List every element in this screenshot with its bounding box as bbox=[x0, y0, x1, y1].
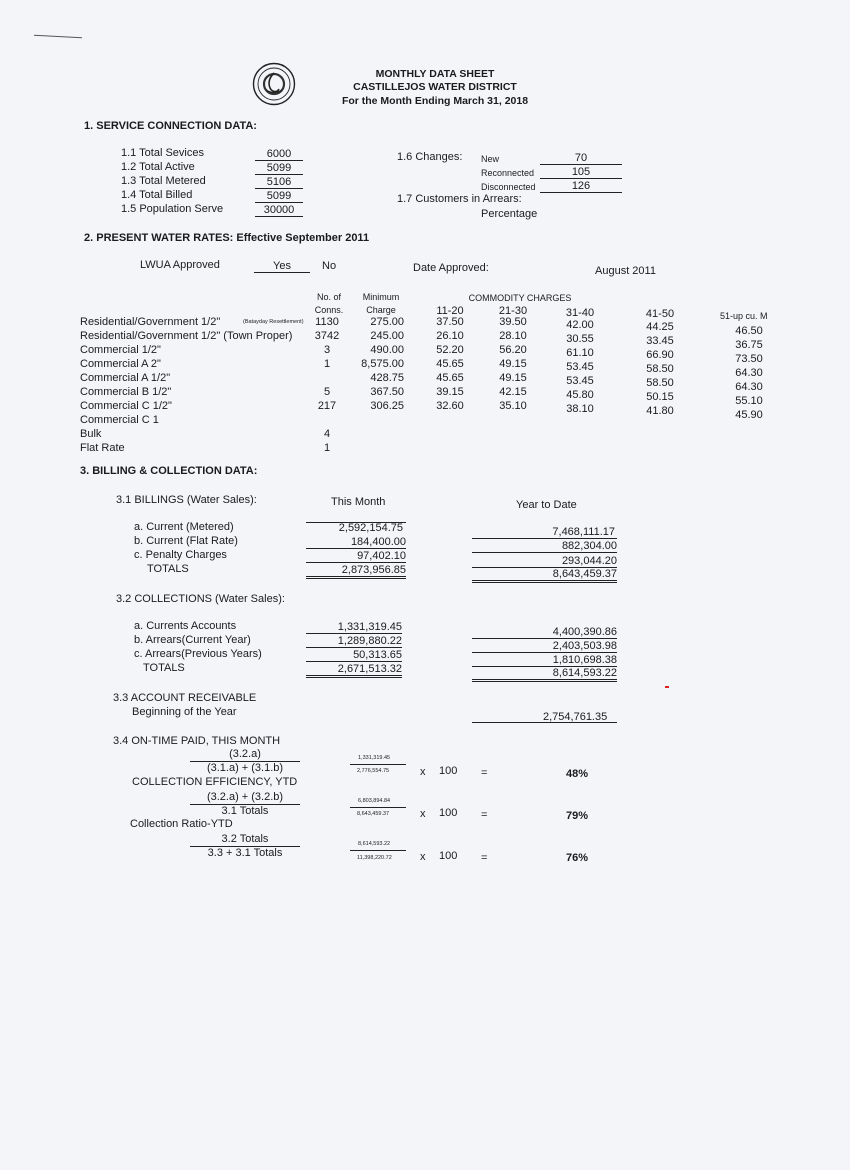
rate-row-charge: 26.10 bbox=[436, 330, 464, 342]
range-41-50: 41-50 bbox=[645, 308, 675, 320]
rate-row-charge: 58.50 bbox=[646, 363, 674, 375]
rate-row-charge: 28.10 bbox=[499, 330, 527, 342]
col-conns-line1: No. of bbox=[316, 292, 341, 302]
date-approved-value: August 2011 bbox=[595, 265, 656, 277]
rate-row-name: Residential/Government 1/2" bbox=[80, 316, 221, 328]
ar-value: 2,754,761.35 bbox=[543, 711, 608, 723]
rate-row-charge: 36.75 bbox=[735, 339, 763, 351]
rate-row-note: (Batayday Resettlement) bbox=[243, 319, 304, 325]
percentage-label: Percentage bbox=[481, 208, 538, 220]
rate-row-name: Commercial A 1/2" bbox=[80, 372, 171, 384]
collection-label-arrears-previous: c. Arrears(Previous Years) bbox=[134, 648, 262, 660]
lwua-no: No bbox=[322, 260, 337, 272]
collection-ytd-current: 4,400,390.86 bbox=[472, 626, 617, 639]
rate-row-min-charge: 8,575.00 bbox=[361, 358, 404, 370]
rate-row-charge: 66.90 bbox=[646, 349, 674, 361]
ratio2-denominator: 3.1 Totals bbox=[221, 805, 269, 817]
ratio2-times: x bbox=[420, 808, 426, 820]
rate-row-charge: 41.80 bbox=[646, 405, 674, 417]
ratio1-denominator: (3.1.a) + (3.1.b) bbox=[206, 762, 284, 774]
change-disconnected-value: 126 bbox=[540, 180, 622, 193]
rate-row-charge: 35.10 bbox=[499, 400, 527, 412]
range-51-up: 51-up cu. M bbox=[720, 311, 768, 321]
ratio1-numerator: (3.2.a) bbox=[229, 748, 261, 760]
rate-row-charge: 64.30 bbox=[735, 367, 763, 379]
ar-subheading: Beginning of the Year bbox=[132, 706, 237, 718]
rate-row-min-charge: 367.50 bbox=[370, 386, 404, 398]
change-new-value: 70 bbox=[540, 152, 622, 165]
rate-row-charge: 45.90 bbox=[735, 409, 763, 421]
collection-label-current: a. Currents Accounts bbox=[134, 620, 237, 632]
collection-month-current: 1,331,319.45 bbox=[306, 621, 402, 634]
service-value-metered: 5106 bbox=[255, 176, 303, 189]
rate-row-charge: 42.00 bbox=[566, 319, 594, 331]
rate-row-name: Commercial A 2" bbox=[80, 358, 161, 370]
ratio2-numerator: (3.2.a) + (3.2.b) bbox=[206, 791, 284, 803]
rate-row-min-charge: 428.75 bbox=[370, 372, 404, 384]
section-2-heading: 2. PRESENT WATER RATES: Effective September 2011 bbox=[84, 232, 370, 244]
ratio3-result: 76% bbox=[566, 852, 589, 864]
rate-row-charge: 53.45 bbox=[566, 375, 594, 387]
billing-month-totals: 2,873,956.85 bbox=[306, 564, 406, 579]
billing-month-penalty: 97,402.10 bbox=[306, 550, 406, 563]
ratio1-result: 48% bbox=[566, 768, 589, 780]
collection-ytd-totals: 8,614,593.22 bbox=[472, 667, 617, 682]
billing-month-metered: 2,592,154.75 bbox=[338, 522, 403, 534]
rate-row-charge: 53.45 bbox=[566, 361, 594, 373]
ratio1-times: x bbox=[420, 766, 426, 778]
rate-row-name: Commercial C 1/2" bbox=[80, 400, 172, 412]
service-value-billed: 5099 bbox=[255, 190, 303, 203]
service-label-population: 1.5 Population Serve bbox=[121, 203, 224, 215]
change-disconnected-label: Disconnected bbox=[481, 182, 536, 192]
col-min-line2: Charge bbox=[366, 305, 396, 315]
report-period: For the Month Ending March 31, 2018 bbox=[341, 95, 529, 107]
service-label-billed: 1.4 Total Billed bbox=[121, 189, 193, 201]
rate-row-charge: 30.55 bbox=[566, 333, 594, 345]
rate-row-charge: 39.50 bbox=[499, 316, 527, 328]
date-approved-label: Date Approved: bbox=[413, 262, 489, 274]
ratio3-numerator: 3.2 Totals bbox=[221, 833, 269, 845]
service-value-active: 5099 bbox=[255, 162, 303, 175]
rate-row-name: Flat Rate bbox=[80, 442, 125, 454]
billing-label-totals: TOTALS bbox=[147, 563, 189, 575]
commodity-charges-header: COMMODITY CHARGES bbox=[468, 293, 572, 303]
billing-ytd-penalty: 293,044.20 bbox=[472, 555, 617, 568]
rate-row-conns: 1 bbox=[323, 442, 331, 454]
ratio2-num-value: 6,803,894.84 bbox=[358, 798, 391, 804]
red-dot-mark bbox=[665, 686, 669, 688]
range-11-20: 11-20 bbox=[436, 305, 464, 317]
page-title: MONTHLY DATA SHEET bbox=[375, 68, 495, 80]
billing-ytd-totals: 8,643,459.37 bbox=[472, 568, 617, 583]
rate-row-charge: 58.50 bbox=[646, 377, 674, 389]
rate-row-conns: 3742 bbox=[314, 330, 340, 342]
section-3-heading: 3. BILLING & COLLECTION DATA: bbox=[80, 465, 258, 477]
rate-row-charge: 45.65 bbox=[436, 372, 464, 384]
change-new-label: New bbox=[481, 154, 500, 164]
billing-label-metered: a. Current (Metered) bbox=[134, 521, 234, 533]
rate-row-min-charge: 275.00 bbox=[370, 316, 404, 328]
ratio2-den-value: 8,643,459.37 bbox=[357, 811, 390, 817]
rate-row-charge: 49.15 bbox=[499, 358, 527, 370]
ratio3-num-value: 8,614,593.22 bbox=[358, 841, 391, 847]
rate-row-name: Commercial B 1/2" bbox=[80, 386, 172, 398]
rate-row-name: Commercial 1/2" bbox=[80, 344, 161, 356]
change-reconnected-value: 105 bbox=[540, 166, 622, 179]
rate-row-charge: 50.15 bbox=[646, 391, 674, 403]
billings-heading: 3.1 BILLINGS (Water Sales): bbox=[116, 494, 257, 506]
rate-row-charge: 52.20 bbox=[436, 344, 464, 356]
rate-row-charge: 55.10 bbox=[735, 395, 763, 407]
rate-row-charge: 32.60 bbox=[436, 400, 464, 412]
collection-label-arrears-current: b. Arrears(Current Year) bbox=[134, 634, 251, 646]
rate-row-min-charge: 490.00 bbox=[370, 344, 404, 356]
section-1-heading: 1. SERVICE CONNECTION DATA: bbox=[84, 120, 257, 132]
service-label-metered: 1.3 Total Metered bbox=[121, 175, 206, 187]
ratio3-hundred: 100 bbox=[439, 850, 458, 862]
rate-row-charge: 38.10 bbox=[566, 403, 594, 415]
billing-ytd-flat: 882,304.00 bbox=[472, 540, 617, 553]
district-name: CASTILLEJOS WATER DISTRICT bbox=[353, 81, 517, 93]
change-reconnected-label: Reconnected bbox=[481, 168, 535, 178]
rate-row-conns: 217 bbox=[317, 400, 337, 412]
collection-ytd-arrears-previous: 1,810,698.38 bbox=[472, 654, 617, 667]
arrears-label: 1.7 Customers in Arrears: bbox=[397, 193, 522, 205]
rate-row-min-charge: 245.00 bbox=[370, 330, 404, 342]
billing-ytd-metered: 7,468,111.17 bbox=[552, 526, 615, 538]
collections-heading: 3.2 COLLECTIONS (Water Sales): bbox=[116, 593, 285, 605]
scan-mark bbox=[34, 35, 82, 39]
rate-row-charge: 64.30 bbox=[735, 381, 763, 393]
rate-row-charge: 61.10 bbox=[566, 347, 594, 359]
collection-ytd-arrears-current: 2,403,503.98 bbox=[472, 640, 617, 653]
billing-month-flat: 184,400.00 bbox=[306, 536, 406, 549]
service-value-total: 6000 bbox=[255, 148, 303, 161]
collection-month-totals: 2,671,513.32 bbox=[306, 663, 402, 678]
rate-row-charge: 42.15 bbox=[499, 386, 527, 398]
service-label-total: 1.1 Total Sevices bbox=[121, 147, 204, 159]
col-conns-line2: Conns. bbox=[314, 305, 344, 315]
rate-row-charge: 44.25 bbox=[646, 321, 674, 333]
service-value-population: 30000 bbox=[255, 204, 303, 217]
ratio2-equals: = bbox=[481, 809, 488, 821]
ratio3-title: Collection Ratio-YTD bbox=[130, 818, 233, 830]
ratio2-result: 79% bbox=[566, 810, 589, 822]
ratio3-equals: = bbox=[481, 852, 488, 864]
rate-row-name: Bulk bbox=[80, 428, 102, 440]
ratio2-hundred: 100 bbox=[439, 807, 458, 819]
rate-row-name: Residential/Government 1/2" (Town Proper) bbox=[80, 330, 293, 342]
ratio1-equals: = bbox=[481, 767, 488, 779]
ratio1-den-value: 2,776,554.75 bbox=[357, 768, 390, 774]
rate-row-conns: 1130 bbox=[315, 316, 339, 328]
rate-row-charge: 33.45 bbox=[646, 335, 674, 347]
billing-label-penalty: c. Penalty Charges bbox=[134, 549, 227, 561]
rate-row-min-charge: 306.25 bbox=[370, 400, 404, 412]
collection-label-totals: TOTALS bbox=[143, 662, 185, 674]
rate-row-name: Commercial C 1 bbox=[80, 414, 159, 426]
col-min-line1: Minimum bbox=[362, 292, 400, 302]
ratio3-times: x bbox=[420, 851, 426, 863]
range-21-30: 21-30 bbox=[498, 305, 528, 317]
year-to-date-header: Year to Date bbox=[516, 499, 577, 511]
rate-row-charge: 49.15 bbox=[499, 372, 527, 384]
ratio3-denominator: 3.3 + 3.1 Totals bbox=[207, 847, 283, 859]
lwua-yes: Yes bbox=[254, 260, 310, 273]
billing-label-flat: b. Current (Flat Rate) bbox=[134, 535, 238, 547]
this-month-header: This Month bbox=[331, 496, 386, 508]
ratio1-num-value: 1,331,319.45 bbox=[358, 755, 391, 761]
collection-month-arrears-current: 1,289,880.22 bbox=[306, 635, 402, 648]
rate-row-conns: 4 bbox=[323, 428, 331, 440]
ontime-heading: 3.4 ON-TIME PAID, THIS MONTH bbox=[113, 735, 281, 747]
rate-row-charge: 39.15 bbox=[436, 386, 464, 398]
ratio3-den-value: 11,398,220.72 bbox=[357, 855, 392, 861]
rate-row-conns: 1 bbox=[323, 358, 331, 370]
ar-heading: 3.3 ACCOUNT RECEIVABLE bbox=[113, 692, 257, 704]
district-seal-logo bbox=[252, 62, 296, 106]
rate-row-charge: 45.65 bbox=[436, 358, 464, 370]
rate-row-conns: 3 bbox=[323, 344, 331, 356]
lwua-approved-label: LWUA Approved bbox=[140, 259, 220, 271]
rate-row-charge: 56.20 bbox=[499, 344, 527, 356]
rate-row-charge: 73.50 bbox=[735, 353, 763, 365]
rate-row-charge: 46.50 bbox=[735, 325, 763, 337]
rate-row-charge: 45.80 bbox=[566, 389, 594, 401]
rate-row-conns: 5 bbox=[323, 386, 331, 398]
ratio1-hundred: 100 bbox=[439, 765, 458, 777]
service-label-active: 1.2 Total Active bbox=[121, 161, 195, 173]
range-31-40: 31-40 bbox=[565, 307, 595, 319]
rate-row-charge: 37.50 bbox=[436, 316, 464, 328]
collection-month-arrears-previous: 50,313.65 bbox=[306, 649, 402, 662]
changes-label: 1.6 Changes: bbox=[397, 151, 463, 163]
ratio2-title: COLLECTION EFFICIENCY, YTD bbox=[132, 776, 298, 788]
